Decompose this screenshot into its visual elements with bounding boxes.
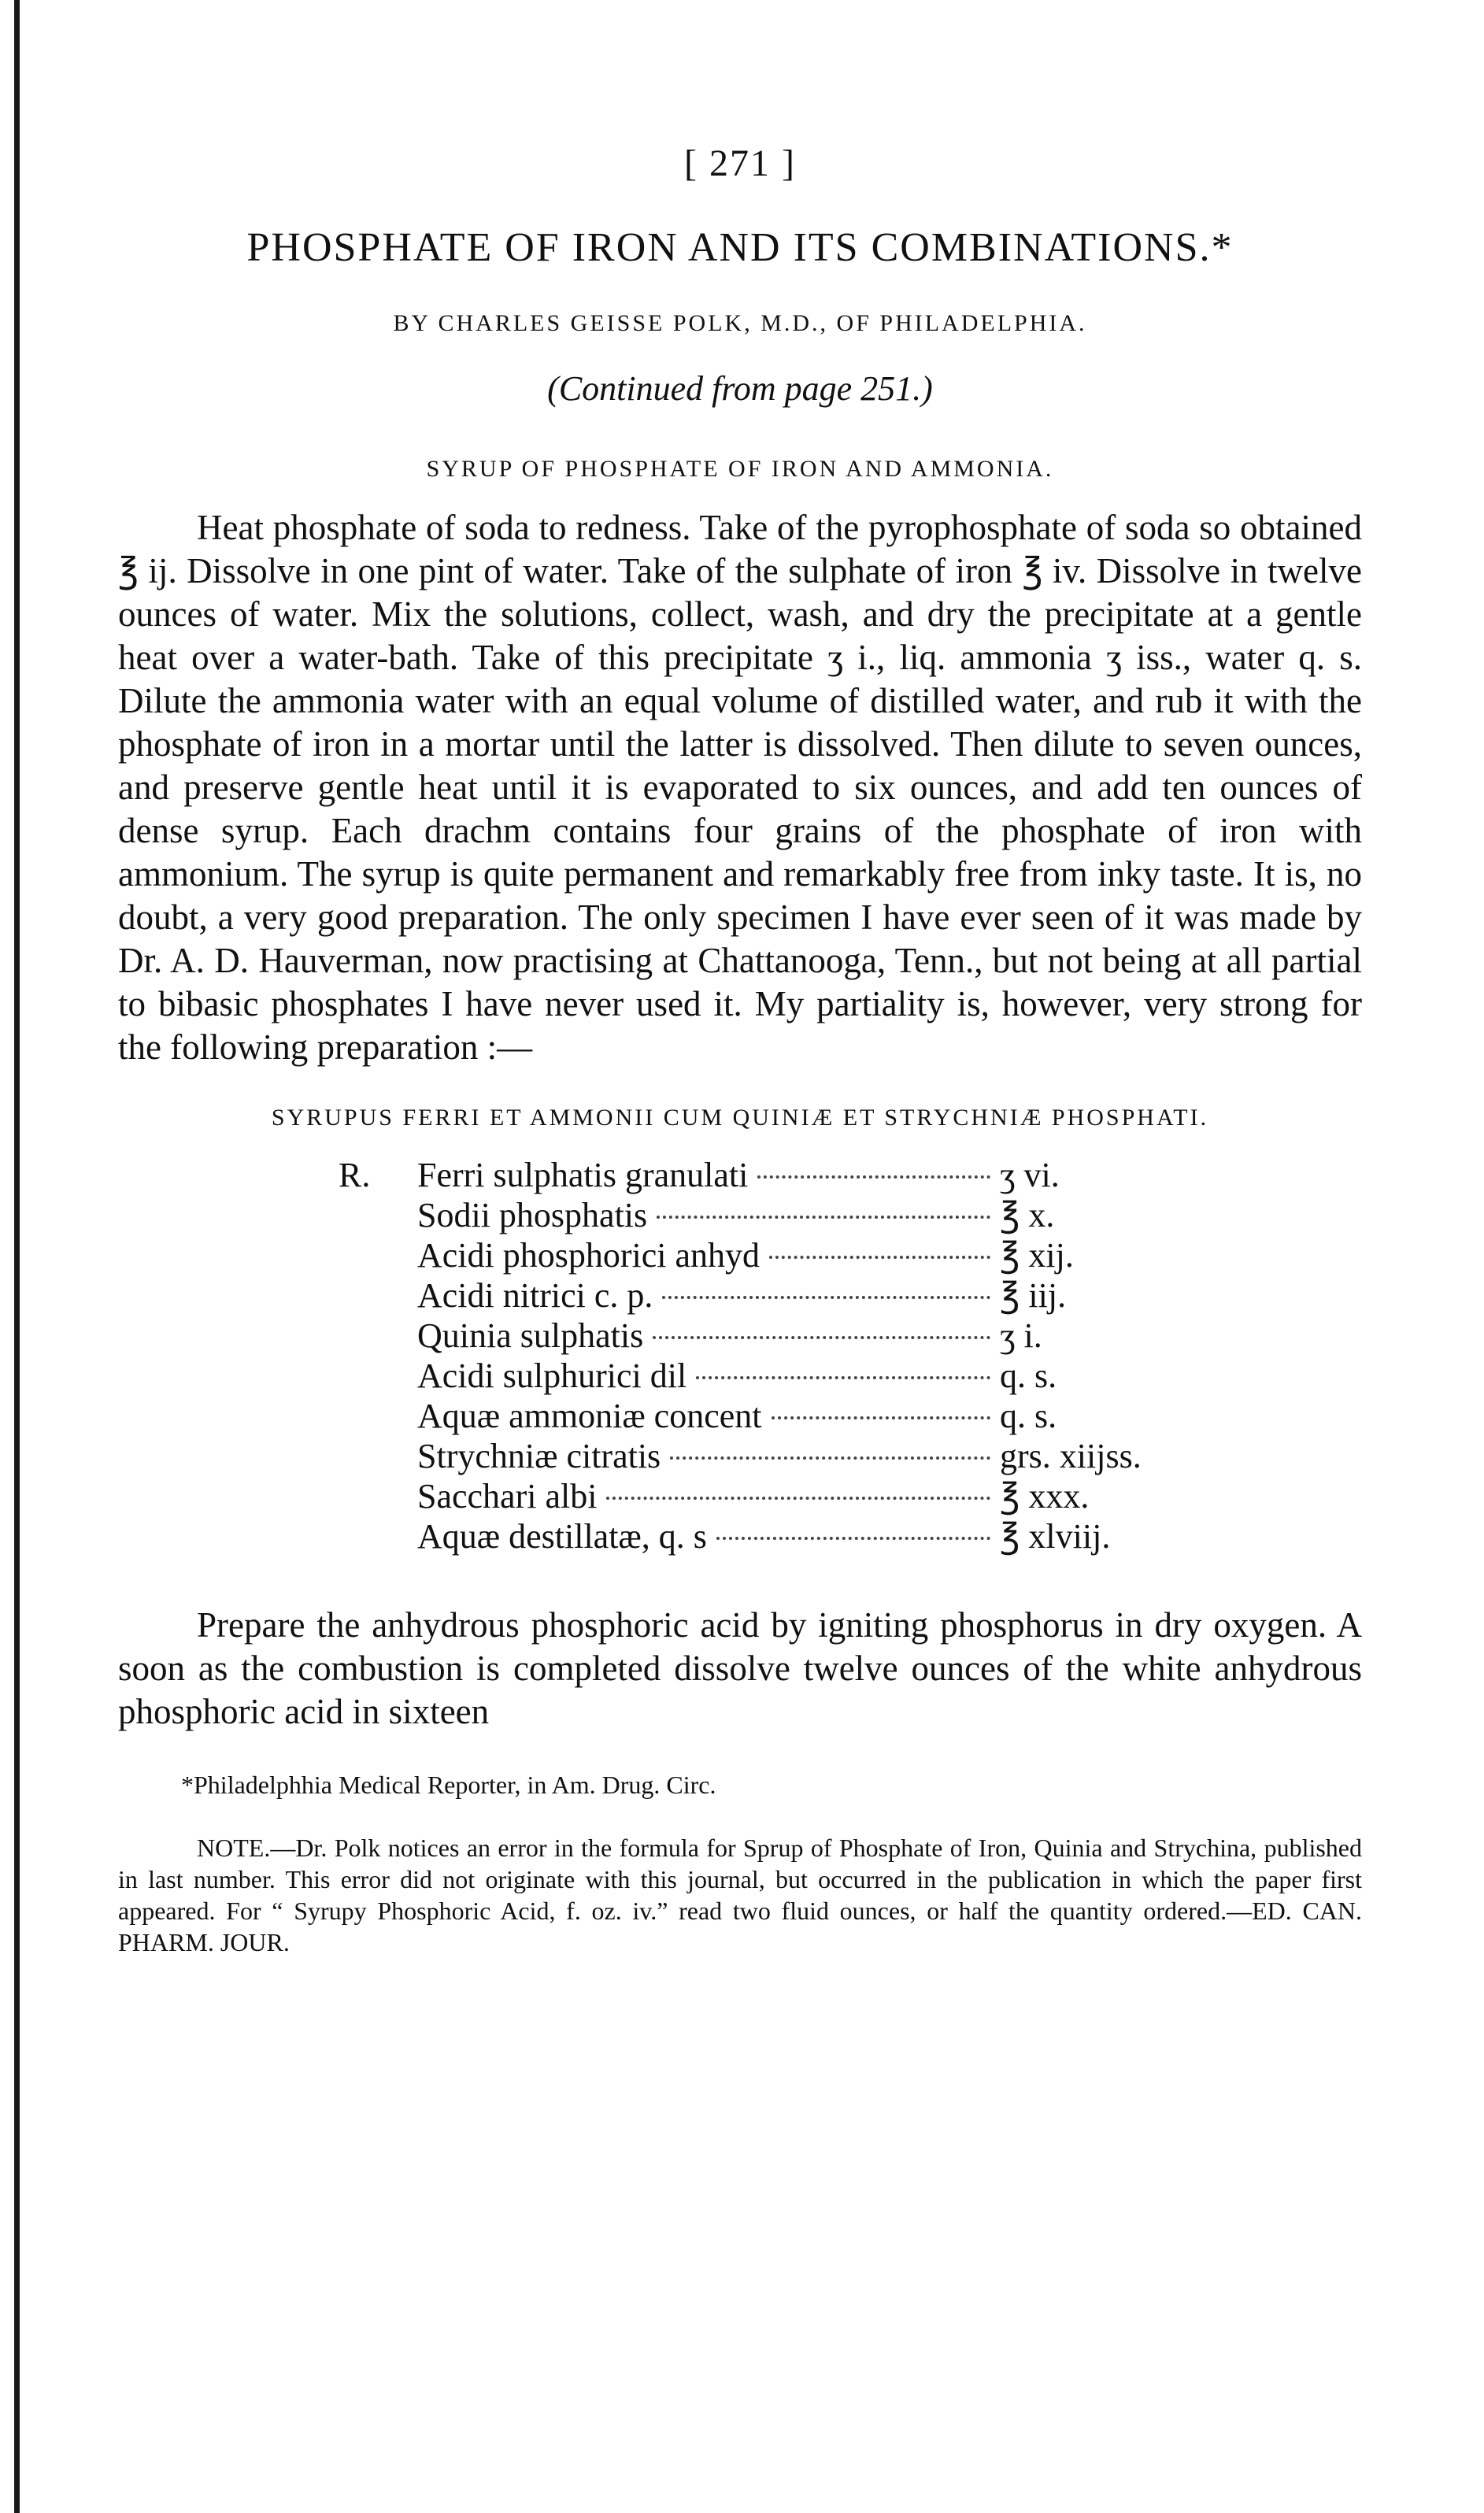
leader-dots <box>606 1497 990 1500</box>
section-heading-syrupus: SYRUPUS FERRI ET AMMONII CUM QUINIÆ ET STRYCHNIÆ PHOSPHATI. <box>271 1105 1209 1131</box>
ingredient-name: Strychniæ citratis <box>417 1437 661 1475</box>
ingredient-name: Sacchari albi <box>417 1477 598 1516</box>
recipe-symbol: R. <box>339 1156 371 1194</box>
ingredient-name: Ferri sulphatis granulati <box>417 1156 749 1194</box>
ingredient-row <box>417 1155 1205 1195</box>
prescription-list <box>118 1155 1362 1556</box>
ingredient-row <box>417 1356 1205 1396</box>
ingredient-row <box>417 1436 1205 1476</box>
ingredient-quantity: ʒ i. <box>1000 1316 1042 1355</box>
ingredient-quantity: q. s. <box>1000 1356 1057 1395</box>
leader-dots <box>662 1296 990 1299</box>
ingredient-row <box>417 1235 1205 1275</box>
ingredient-name: Aquæ ammoniæ concent <box>417 1397 762 1435</box>
leader-dots <box>657 1216 990 1219</box>
footnote: *Philadelphhia Medical Reporter, in Am. Drug. Circ. <box>181 1771 716 1799</box>
ingredient-name: Acidi nitrici c. p. <box>417 1276 653 1315</box>
ingredient-quantity: ℥ x. <box>1000 1196 1055 1234</box>
document-page <box>118 142 1362 1983</box>
author-byline: BY CHARLES GEISSE POLK, M.D., OF PHILADELPHIA. <box>393 310 1087 336</box>
ingredient-name: Quinia sulphatis <box>417 1316 644 1355</box>
ingredient-name: Acidi sulphurici dil <box>417 1356 687 1395</box>
article-title: PHOSPHATE OF IRON AND ITS COMBINATIONS.* <box>246 225 1234 270</box>
page-binding-edge <box>14 0 20 2513</box>
leader-dots <box>757 1175 990 1179</box>
body-paragraph-2: Prepare the anhydrous phosphoric acid by igniting phosphorus in dry oxygen. A soon as the combustion is completed dissolve twelve ounces of the white anhydrous phosphoric acid in sixteen <box>118 1605 1362 1731</box>
ingredient-name: Sodii phosphatis <box>417 1196 648 1234</box>
ingredient-row <box>417 1476 1205 1516</box>
ingredient-quantity: ℥ iij. <box>1000 1276 1067 1315</box>
ingredient-name: Acidi phosphorici anhyd <box>417 1236 761 1275</box>
ingredient-row <box>417 1316 1205 1356</box>
ingredient-quantity: ℥ xij. <box>1000 1236 1074 1275</box>
ingredient-row <box>417 1275 1205 1316</box>
leader-dots <box>653 1336 990 1339</box>
ingredient-row <box>417 1516 1205 1556</box>
ingredient-name: Aquæ destillatæ, q. s <box>417 1517 707 1556</box>
ingredient-quantity: grs. xiijss. <box>1000 1437 1142 1475</box>
page-number: [ 271 ] <box>684 142 796 184</box>
ingredient-row <box>417 1396 1205 1436</box>
leader-dots <box>769 1256 990 1259</box>
leader-dots <box>772 1416 991 1419</box>
ingredient-row <box>417 1195 1205 1235</box>
ingredient-quantity: q. s. <box>1000 1397 1057 1435</box>
section-heading-syrup: SYRUP OF PHOSPHATE OF IRON AND AMMONIA. <box>426 456 1054 482</box>
ingredient-quantity: ℥ xlviij. <box>1000 1517 1111 1556</box>
continued-note: (Continued from page 251.) <box>547 369 933 408</box>
ingredient-quantity: ʒ vi. <box>1000 1156 1060 1194</box>
leader-dots <box>696 1376 990 1379</box>
ingredient-quantity: ℥ xxx. <box>1000 1477 1090 1516</box>
editor-note: NOTE.—Dr. Polk notices an error in the formula for Sprup of Phosphate of Iron, Quinia and Strychina, published in last number. This error did not originate with this journal, but occurred in the publication in which the paper first appeared. For “ Syrupy Phosphoric Acid, f. oz. iv.” read two fluid ounces, or half the quantity ordered.—ED. CAN. PHARM. JOUR. <box>118 1834 1362 1956</box>
ingredient-list <box>417 1155 1205 1556</box>
body-paragraph-1: Heat phosphate of soda to redness. Take of the pyrophosphate of soda so obtained ℥ ij. Dissolve in one pint of water. Take of the sulphate of iron ℥ iv. Dissolve in twelve ounces of water. Mix the solutions, collect, wash, and dry the precipitate at a gentle heat over a water-bath. Take of this precipitate ʒ i., liq. ammonia ʒ iss., water q. s. Dilute the ammonia water with an equal volume of distilled water, and rub it with the phosphate of iron in a mortar until the latter is dissolved. Then dilute to seven ounces, and preserve gentle heat until it is evaporated to six ounces, and add ten ounces of dense syrup. Each drachm contains four grains of the phosphate of iron with ammonium. The syrup is quite permanent and remarkably free from inky taste. It is, no doubt, a very good preparation. The only specimen I have ever seen of it was made by Dr. A. D. Hauverman, now practising at Chattanooga, Tenn., but not being at all partial to bibasic phosphates I have never used it. My partiality is, however, very strong for the following preparation :— <box>118 508 1362 1067</box>
leader-dots <box>670 1456 990 1460</box>
leader-dots <box>716 1537 990 1540</box>
